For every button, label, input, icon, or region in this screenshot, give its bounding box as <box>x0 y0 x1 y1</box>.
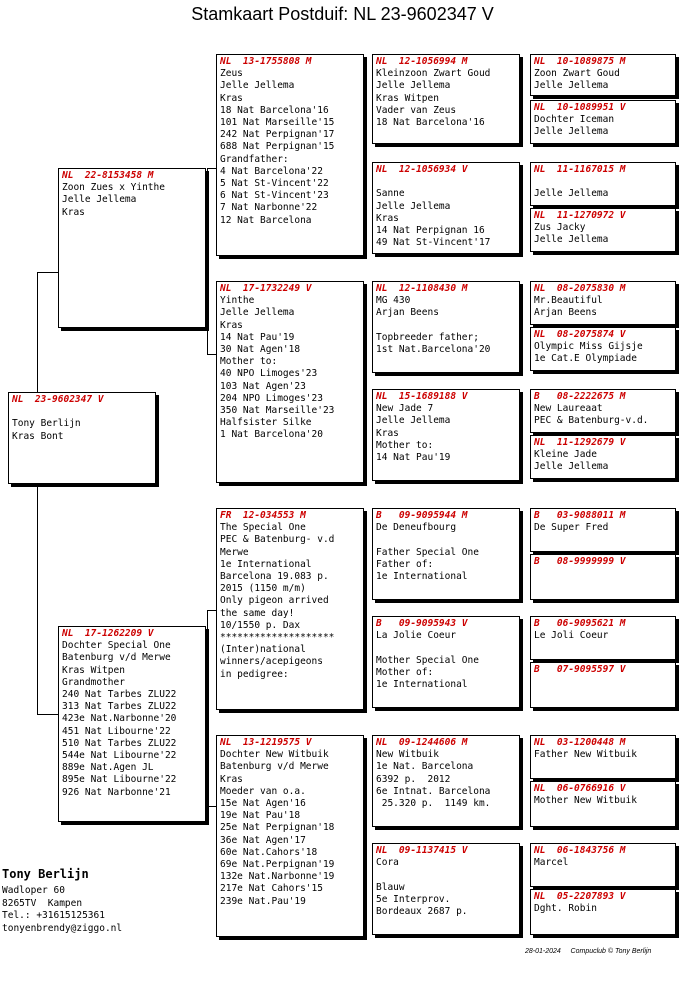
pigeon-details <box>376 176 516 249</box>
detail-line: 6 Nat St-Vincent'23 <box>220 190 329 202</box>
ring-number: B 08-9999999 V <box>534 556 626 567</box>
detail-line: 12 Nat Barcelona <box>220 214 312 226</box>
detail-line: 60e Nat.Cahors'18 <box>220 846 318 858</box>
detail-line: Jelle Jellema <box>220 307 295 319</box>
pigeon-details <box>220 522 360 681</box>
detail-line: 18 Nat Barcelona'16 <box>220 104 329 116</box>
detail-line: 1e International <box>220 558 312 570</box>
ring-number: NL 12-1056994 M <box>376 56 468 67</box>
detail-line: Father of: <box>376 558 434 570</box>
connector-line <box>207 610 208 806</box>
detail-line: Blauw <box>376 881 405 893</box>
connector-line <box>207 354 216 355</box>
detail-line: De Super Fred <box>534 522 609 534</box>
ring-number: NL 10-1089875 M <box>534 56 626 67</box>
ring-number: B 09-9095944 M <box>376 510 468 521</box>
ring-number: NL 12-1056934 V <box>376 164 468 175</box>
pigeon-details <box>534 114 672 138</box>
detail-line: Mother Special One <box>376 654 479 666</box>
detail-line: Mother New Witbuik <box>534 795 637 807</box>
detail-line: Jelle Jellema <box>220 80 295 92</box>
detail-line: 242 Nat Perpignan'17 <box>220 129 335 141</box>
pigeon-card-mfmf[interactable] <box>530 616 676 660</box>
ring-number: NL 12-1108430 M <box>376 283 468 294</box>
ring-number: NL 22-8153458 M <box>62 170 154 181</box>
detail-line: (Inter)national <box>220 644 306 656</box>
ring-number: NL 11-1167015 M <box>534 164 626 175</box>
detail-line: in pedigree: <box>220 668 289 680</box>
ring-number: NL 09-1244606 M <box>376 737 468 748</box>
detail-line: Sanne <box>376 188 405 200</box>
detail-line: 1e International <box>376 679 468 690</box>
pigeon-details <box>220 68 360 227</box>
ring-number: NL 17-1262209 V <box>62 628 154 639</box>
owner-city: 8265TV Kampen <box>2 897 83 909</box>
detail-line: Grandfather: <box>220 153 289 165</box>
detail-line: The Special One <box>220 522 306 534</box>
detail-line: ******************** <box>220 632 335 644</box>
detail-line: 15e Nat Agen'16 <box>220 798 306 810</box>
detail-line: Mother of: <box>376 666 434 678</box>
detail-line: 239e Nat.Pau'19 <box>220 895 306 907</box>
pigeon-details <box>62 182 202 219</box>
detail-line: Kras <box>220 92 243 104</box>
pigeon-details <box>534 176 672 200</box>
pigeon-card-mfm[interactable] <box>372 616 520 708</box>
detail-line: Jelle Jellema <box>62 194 137 206</box>
pigeon-details <box>376 295 516 356</box>
detail-line: Kras <box>376 427 399 439</box>
ring-number: NL 05-2207893 V <box>534 891 626 902</box>
detail-line <box>376 642 516 654</box>
detail-line: 350 Nat Marseille'23 <box>220 405 335 417</box>
pigeon-details <box>220 749 360 908</box>
detail-line: Kras <box>220 319 243 331</box>
pigeon-details <box>534 522 672 534</box>
owner-info <box>2 868 122 936</box>
detail-line: 19e Nat Pau'18 <box>220 810 301 822</box>
detail-line: Zoon Zwart Goud <box>534 68 620 80</box>
detail-line <box>12 406 152 418</box>
pigeon-card-mfff[interactable] <box>530 508 676 552</box>
pigeon-details <box>12 406 152 443</box>
detail-line: Jelle Jellema <box>534 188 609 200</box>
detail-line: Jelle Jellema <box>376 200 451 212</box>
detail-line: Jelle Jellema <box>534 126 609 138</box>
ring-number: NL 08-2075874 V <box>534 329 626 340</box>
detail-line: 1 Nat Barcelona'20 <box>220 429 323 441</box>
pigeon-card-mmmm[interactable] <box>530 889 676 935</box>
pigeon-card-ffff[interactable] <box>530 54 676 96</box>
pigeon-card-mother[interactable] <box>58 626 206 822</box>
detail-line: 204 NPO Limoges'23 <box>220 392 323 404</box>
detail-line: 132e Nat.Narbonne'19 <box>220 871 335 883</box>
detail-line: Cora <box>376 857 399 869</box>
page-title: Stamkaart Postduif: NL 23-9602347 V <box>191 4 494 24</box>
detail-line: Kras <box>62 206 85 218</box>
pigeon-card-fmfm[interactable] <box>530 327 676 371</box>
detail-line: Halfsister Silke <box>220 417 312 429</box>
pigeon-card-fmmm[interactable] <box>530 435 676 479</box>
detail-line: 25.320 p. 1149 km. <box>376 798 491 810</box>
pigeon-details <box>376 68 516 129</box>
pigeon-details <box>376 857 516 918</box>
pigeon-card-mmmf[interactable] <box>530 843 676 887</box>
connector-line <box>37 484 38 714</box>
pigeon-card-mmf[interactable] <box>372 735 520 827</box>
pigeon-card-mmff[interactable] <box>530 735 676 779</box>
detail-line: Topbreeder father; <box>376 331 479 343</box>
pigeon-card-ff[interactable] <box>216 54 364 256</box>
detail-line: Barcelona 19.083 p. <box>220 571 329 583</box>
pigeon-details <box>376 403 516 464</box>
detail-line: 1e Cat.E Olympiade <box>534 353 637 365</box>
ring-number: B 07-9095597 V <box>534 664 626 675</box>
detail-line: 25e Nat Perpignan'18 <box>220 822 335 834</box>
ring-number: NL 11-1292679 V <box>534 437 626 448</box>
detail-line: Le Joli Coeur <box>534 630 609 642</box>
detail-line: 688 Nat Perpignan'15 <box>220 141 335 153</box>
pigeon-card-mfmm[interactable] <box>530 662 676 708</box>
pigeon-details <box>376 630 516 691</box>
detail-line: 240 Nat Tarbes ZLU22 <box>62 689 177 701</box>
detail-line: Mr.Beautiful <box>534 295 603 307</box>
detail-line: 14 Nat Pau'19 <box>220 331 295 343</box>
pigeon-details <box>534 449 672 473</box>
detail-line: Grandmother <box>62 676 125 688</box>
detail-line: New Witbuik <box>376 749 439 761</box>
detail-line: 6e Intnat. Barcelona <box>376 785 491 797</box>
ring-number: NL 09-1137415 V <box>376 845 468 856</box>
footer-credit: Compuclub © Tony Berlijn <box>570 948 652 955</box>
ring-number: FR 12-034553 M <box>220 510 306 521</box>
detail-line: Father Special One <box>376 546 479 558</box>
pigeon-card-father[interactable] <box>58 168 206 328</box>
pigeon-card-ffmf[interactable] <box>530 162 676 206</box>
detail-line: 103 Nat Agen'23 <box>220 380 306 392</box>
detail-line: Dochter Iceman <box>534 114 615 126</box>
pigeon-details <box>62 640 202 799</box>
pigeon-details <box>534 341 672 365</box>
ring-number: NL 11-1270972 V <box>534 210 626 221</box>
detail-line: Jelle Jellema <box>534 461 609 473</box>
detail-line: 7 Nat Narbonne'22 <box>220 202 318 214</box>
pigeon-card-mff[interactable] <box>372 508 520 600</box>
ring-number: NL 17-1732249 V <box>220 283 312 294</box>
connector-line <box>207 168 208 354</box>
detail-line: Mother to: <box>220 356 278 368</box>
detail-line: 69e Nat.Perpignan'19 <box>220 859 335 871</box>
detail-line: 217e Nat Cahors'15 <box>220 883 323 895</box>
detail-line: 544e Nat Libourne'22 <box>62 750 177 762</box>
detail-line: Arjan Beens <box>376 307 439 319</box>
ring-number: B 08-2222675 M <box>534 391 626 402</box>
detail-line: Batenburg v/d Merwe <box>220 761 329 773</box>
detail-line: Kras <box>376 212 399 224</box>
ring-number: NL 08-2075830 M <box>534 283 626 294</box>
footer-date: 28-01-2024 <box>525 948 561 955</box>
detail-line: Bordeaux 2687 p. <box>376 906 468 917</box>
detail-line: 49 Nat St-Vincent'17 <box>376 237 491 249</box>
owner-address: Wadloper 60 <box>2 884 65 896</box>
detail-line <box>376 320 516 332</box>
detail-line: 889e Nat.Agen JL <box>62 762 154 774</box>
detail-line: Arjan Beens <box>534 307 597 319</box>
detail-line: PEC & Batenburg-v.d. <box>534 415 649 427</box>
detail-line: 36e Nat Agen'17 <box>220 834 306 846</box>
ring-number: NL 23-9602347 V <box>12 394 104 405</box>
detail-line: Zoon Zues x Yinthe <box>62 182 165 194</box>
pigeon-card-ffm[interactable] <box>372 162 520 254</box>
detail-line: Moeder van o.a. <box>220 785 306 797</box>
detail-line: Mother to: <box>376 439 434 451</box>
detail-line: 926 Nat Narbonne'21 <box>62 786 171 798</box>
detail-line: 18 Nat Barcelona'16 <box>376 117 485 129</box>
owner-name: Tony Berlijn <box>2 867 89 881</box>
detail-line: New Jade 7 <box>376 403 434 415</box>
connector-line <box>37 272 58 273</box>
detail-line: Batenburg v/d Merwe <box>62 652 171 664</box>
detail-line: 313 Nat Tarbes ZLU22 <box>62 701 177 713</box>
pigeon-card-fmf[interactable] <box>372 281 520 373</box>
pigeon-card-fmff[interactable] <box>530 281 676 325</box>
pigeon-details <box>534 630 672 642</box>
detail-line: 14 Nat Pau'19 <box>376 452 451 464</box>
detail-line: Vader van Zeus <box>376 104 457 116</box>
pigeon-details <box>534 857 672 869</box>
detail-line: Jelle Jellema <box>534 80 609 92</box>
detail-line: Kras Witpen <box>376 92 439 104</box>
detail-line: 1st Nat.Barcelona'20 <box>376 344 491 355</box>
connector-line <box>207 610 216 611</box>
detail-line: Yinthe <box>220 295 255 307</box>
detail-line: 423e Nat.Narbonne'20 <box>62 713 177 725</box>
detail-line: the same day! <box>220 607 295 619</box>
detail-line: Olympic Miss Gijsje <box>534 341 643 353</box>
footer <box>525 948 651 955</box>
detail-line: La Jolie Coeur <box>376 630 457 642</box>
detail-line: 30 Nat Agen'18 <box>220 344 301 356</box>
detail-line: Merwe <box>220 546 249 558</box>
connector-line <box>207 806 216 807</box>
pigeon-details <box>220 295 360 441</box>
pigeon-card-fff[interactable] <box>372 54 520 144</box>
detail-line: Kras Bont <box>12 430 64 442</box>
detail-line: PEC & Batenburg- v.d <box>220 534 335 546</box>
detail-line: 10/1550 p. Dax <box>220 619 301 631</box>
detail-line: 1e International <box>376 571 468 582</box>
detail-line: New Laureaat <box>534 403 603 415</box>
detail-line: Zus Jacky <box>534 222 586 234</box>
connector-line <box>37 272 38 394</box>
pigeon-details <box>376 749 516 810</box>
detail-line: Kleine Jade <box>534 449 597 461</box>
ring-number: B 06-9095621 M <box>534 618 626 629</box>
detail-line: Marcel <box>534 857 569 869</box>
detail-line: MG 430 <box>376 295 411 307</box>
pigeon-details <box>534 749 672 761</box>
ring-number: NL 10-1089951 V <box>534 102 626 113</box>
detail-line: Dochter Special One <box>62 640 171 652</box>
ring-number: NL 06-1843756 M <box>534 845 626 856</box>
detail-line <box>534 176 672 188</box>
detail-line: Jelle Jellema <box>376 80 451 92</box>
detail-line: Kras Witpen <box>62 664 125 676</box>
detail-line: winners/acepigeons <box>220 656 323 668</box>
ring-number: NL 13-1755808 M <box>220 56 312 67</box>
pigeon-details <box>534 403 672 427</box>
owner-email[interactable]: tonyenbrendy@ziggo.nl <box>2 923 123 935</box>
pigeon-card-mm[interactable] <box>216 735 364 937</box>
detail-line: Jelle Jellema <box>534 234 609 246</box>
detail-line: Father New Witbuik <box>534 749 637 761</box>
pigeon-details <box>376 522 516 583</box>
pigeon-card-fffm[interactable] <box>530 100 676 144</box>
detail-line: 40 NPO Limoges'23 <box>220 368 318 380</box>
detail-line: Only pigeon arrived <box>220 595 329 607</box>
owner-phone: Tel.: +31615125361 <box>2 910 105 922</box>
pigeon-details <box>534 68 672 92</box>
detail-line: 510 Nat Tarbes ZLU22 <box>62 737 177 749</box>
detail-line: 4 Nat Barcelona'22 <box>220 165 323 177</box>
detail-line: Jelle Jellema <box>376 415 451 427</box>
detail-line: 1e Nat. Barcelona <box>376 761 474 773</box>
ring-number: NL 13-1219575 V <box>220 737 312 748</box>
detail-line: Dght. Robin <box>534 903 597 915</box>
pigeon-details <box>534 903 672 915</box>
pigeon-card-subject[interactable] <box>8 392 156 484</box>
detail-line: 895e Nat Libourne'22 <box>62 774 177 786</box>
ring-number: B 03-9088011 M <box>534 510 626 521</box>
pigeon-card-mf[interactable] <box>216 508 364 710</box>
pigeon-details <box>534 295 672 319</box>
detail-line: 5 Nat St-Vincent'22 <box>220 178 329 190</box>
pigeon-card-mffm[interactable] <box>530 554 676 600</box>
pigeon-card-fmm[interactable] <box>372 389 520 481</box>
ring-number: NL 03-1200448 M <box>534 737 626 748</box>
pigeon-card-fmmf[interactable] <box>530 389 676 433</box>
detail-line: Kleinzoon Zwart Goud <box>376 68 491 80</box>
detail-line: 451 Nat Libourne'22 <box>62 725 171 737</box>
detail-line: 101 Nat Marseille'15 <box>220 117 335 129</box>
ring-number: NL 15-1689188 V <box>376 391 468 402</box>
detail-line: 5e Interprov. <box>376 893 451 905</box>
pigeon-details <box>534 222 672 246</box>
pigeon-card-mmm[interactable] <box>372 843 520 935</box>
ring-number: NL 06-0766916 V <box>534 783 626 794</box>
ring-number: B 09-9095943 V <box>376 618 468 629</box>
pigeon-details <box>534 795 672 807</box>
detail-line: 2015 (1150 m/m) <box>220 583 306 595</box>
connector-line <box>207 168 216 169</box>
detail-line: 6392 p. 2012 <box>376 773 451 785</box>
detail-line: Kras <box>220 773 243 785</box>
pigeon-card-mmfm[interactable] <box>530 781 676 827</box>
detail-line <box>376 534 516 546</box>
pigeon-card-ffmm[interactable] <box>530 208 676 252</box>
connector-line <box>37 714 58 715</box>
detail-line <box>376 869 516 881</box>
detail-line: Dochter New Witbuik <box>220 749 329 761</box>
detail-line: 14 Nat Perpignan 16 <box>376 225 485 236</box>
detail-line: De Deneufbourg <box>376 522 457 534</box>
detail-line: Tony Berlijn <box>12 418 81 430</box>
pigeon-card-fm[interactable] <box>216 281 364 483</box>
detail-line: Zeus <box>220 68 243 80</box>
detail-line <box>376 176 516 188</box>
